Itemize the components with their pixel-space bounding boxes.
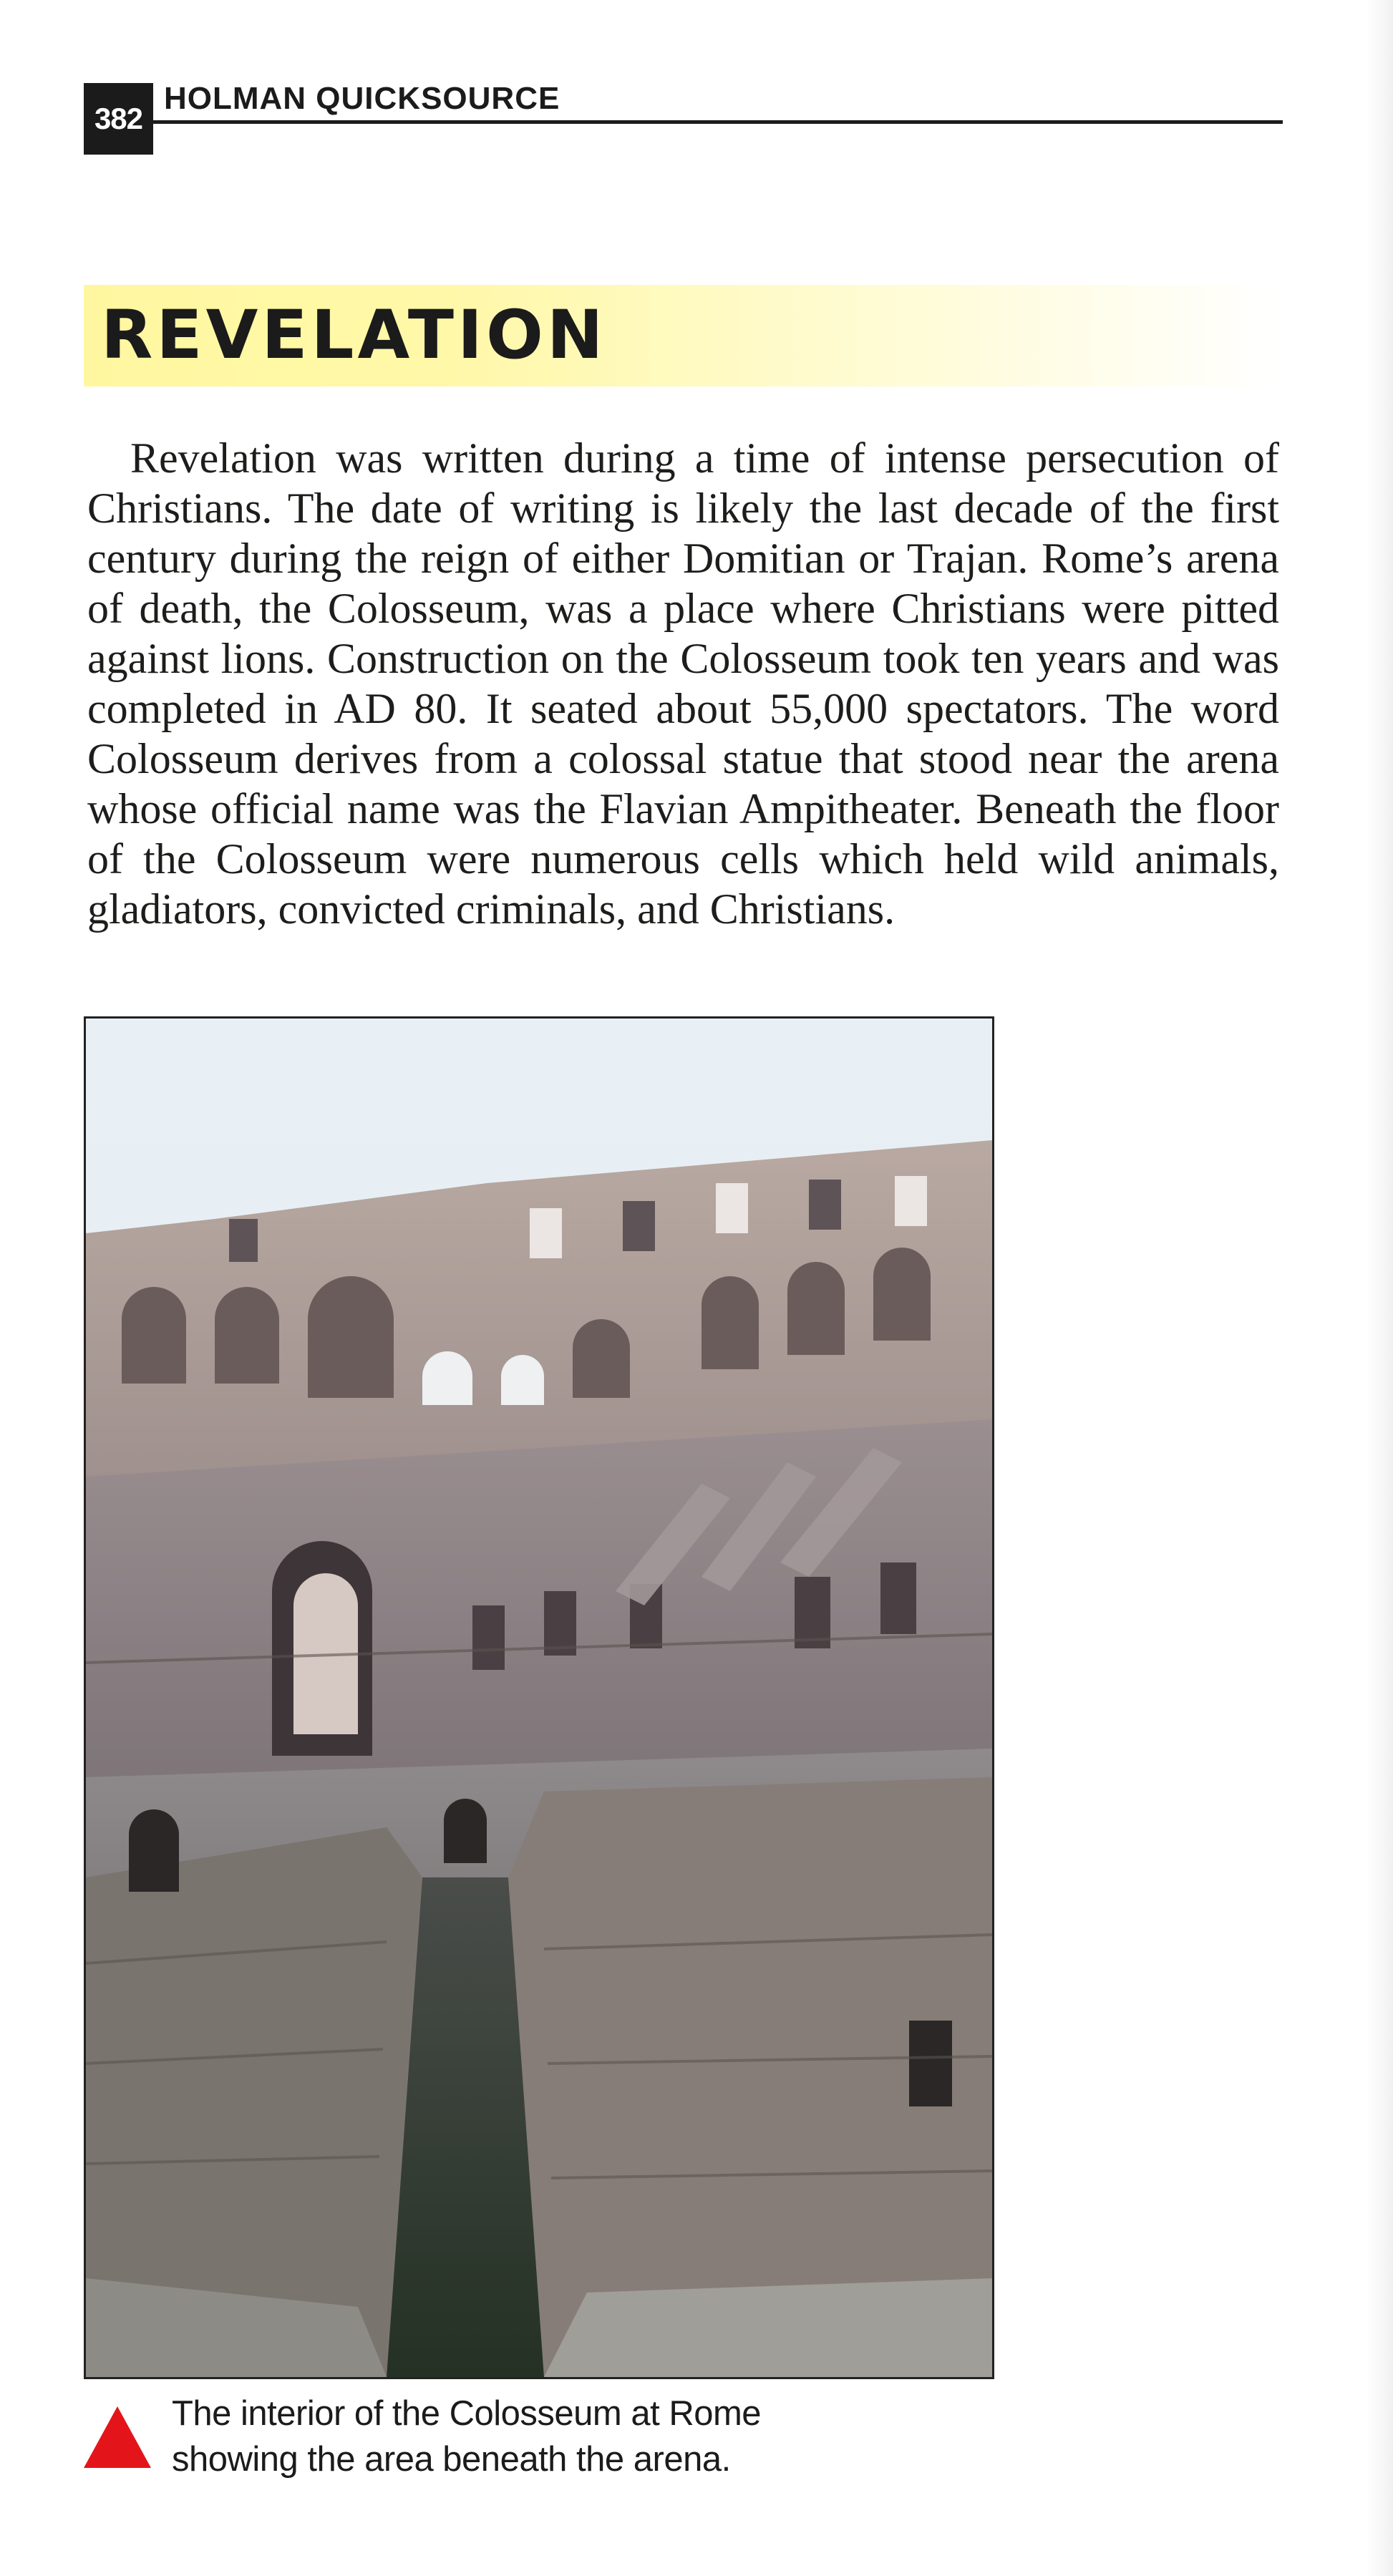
colosseum-interior-image (86, 1019, 992, 2377)
caption-line-2: showing the area beneath the arena. (172, 2440, 731, 2479)
section-heading-band (84, 285, 1283, 387)
running-header (84, 79, 1283, 157)
caption-triangle-icon (84, 2406, 151, 2468)
running-title: HOLMAN QUICKSOURCE (164, 81, 560, 116)
page-edge-shadow (1366, 0, 1393, 2576)
figure-caption (172, 2391, 888, 2482)
caption-line-1: The interior of the Colosseum at Rome (172, 2394, 762, 2433)
body-paragraph: Revelation was written during a time of intense persecution of Christians. The date of writing is likely the last decade of the first century during the reign of either Domitian or Trajan. Rome’s arena of death, the Colosseum, was a place where Christians were pitted against lions. Construction on the Colosseum took ten years and was completed in AD 80. It seated about 55,000 spectators. The word Colosseum derives from a colossal statue that stood near the arena whose official name was the Flavian Ampitheater. Beneath the floor of the Colosseum were numerous cells which held wild animals, gladiators, convicted criminals, and Christians. (87, 434, 1279, 933)
header-rule (153, 120, 1283, 124)
colosseum-photo (84, 1016, 994, 2379)
page-number: 382 (84, 83, 153, 155)
section-title: REVELATION (101, 296, 607, 374)
